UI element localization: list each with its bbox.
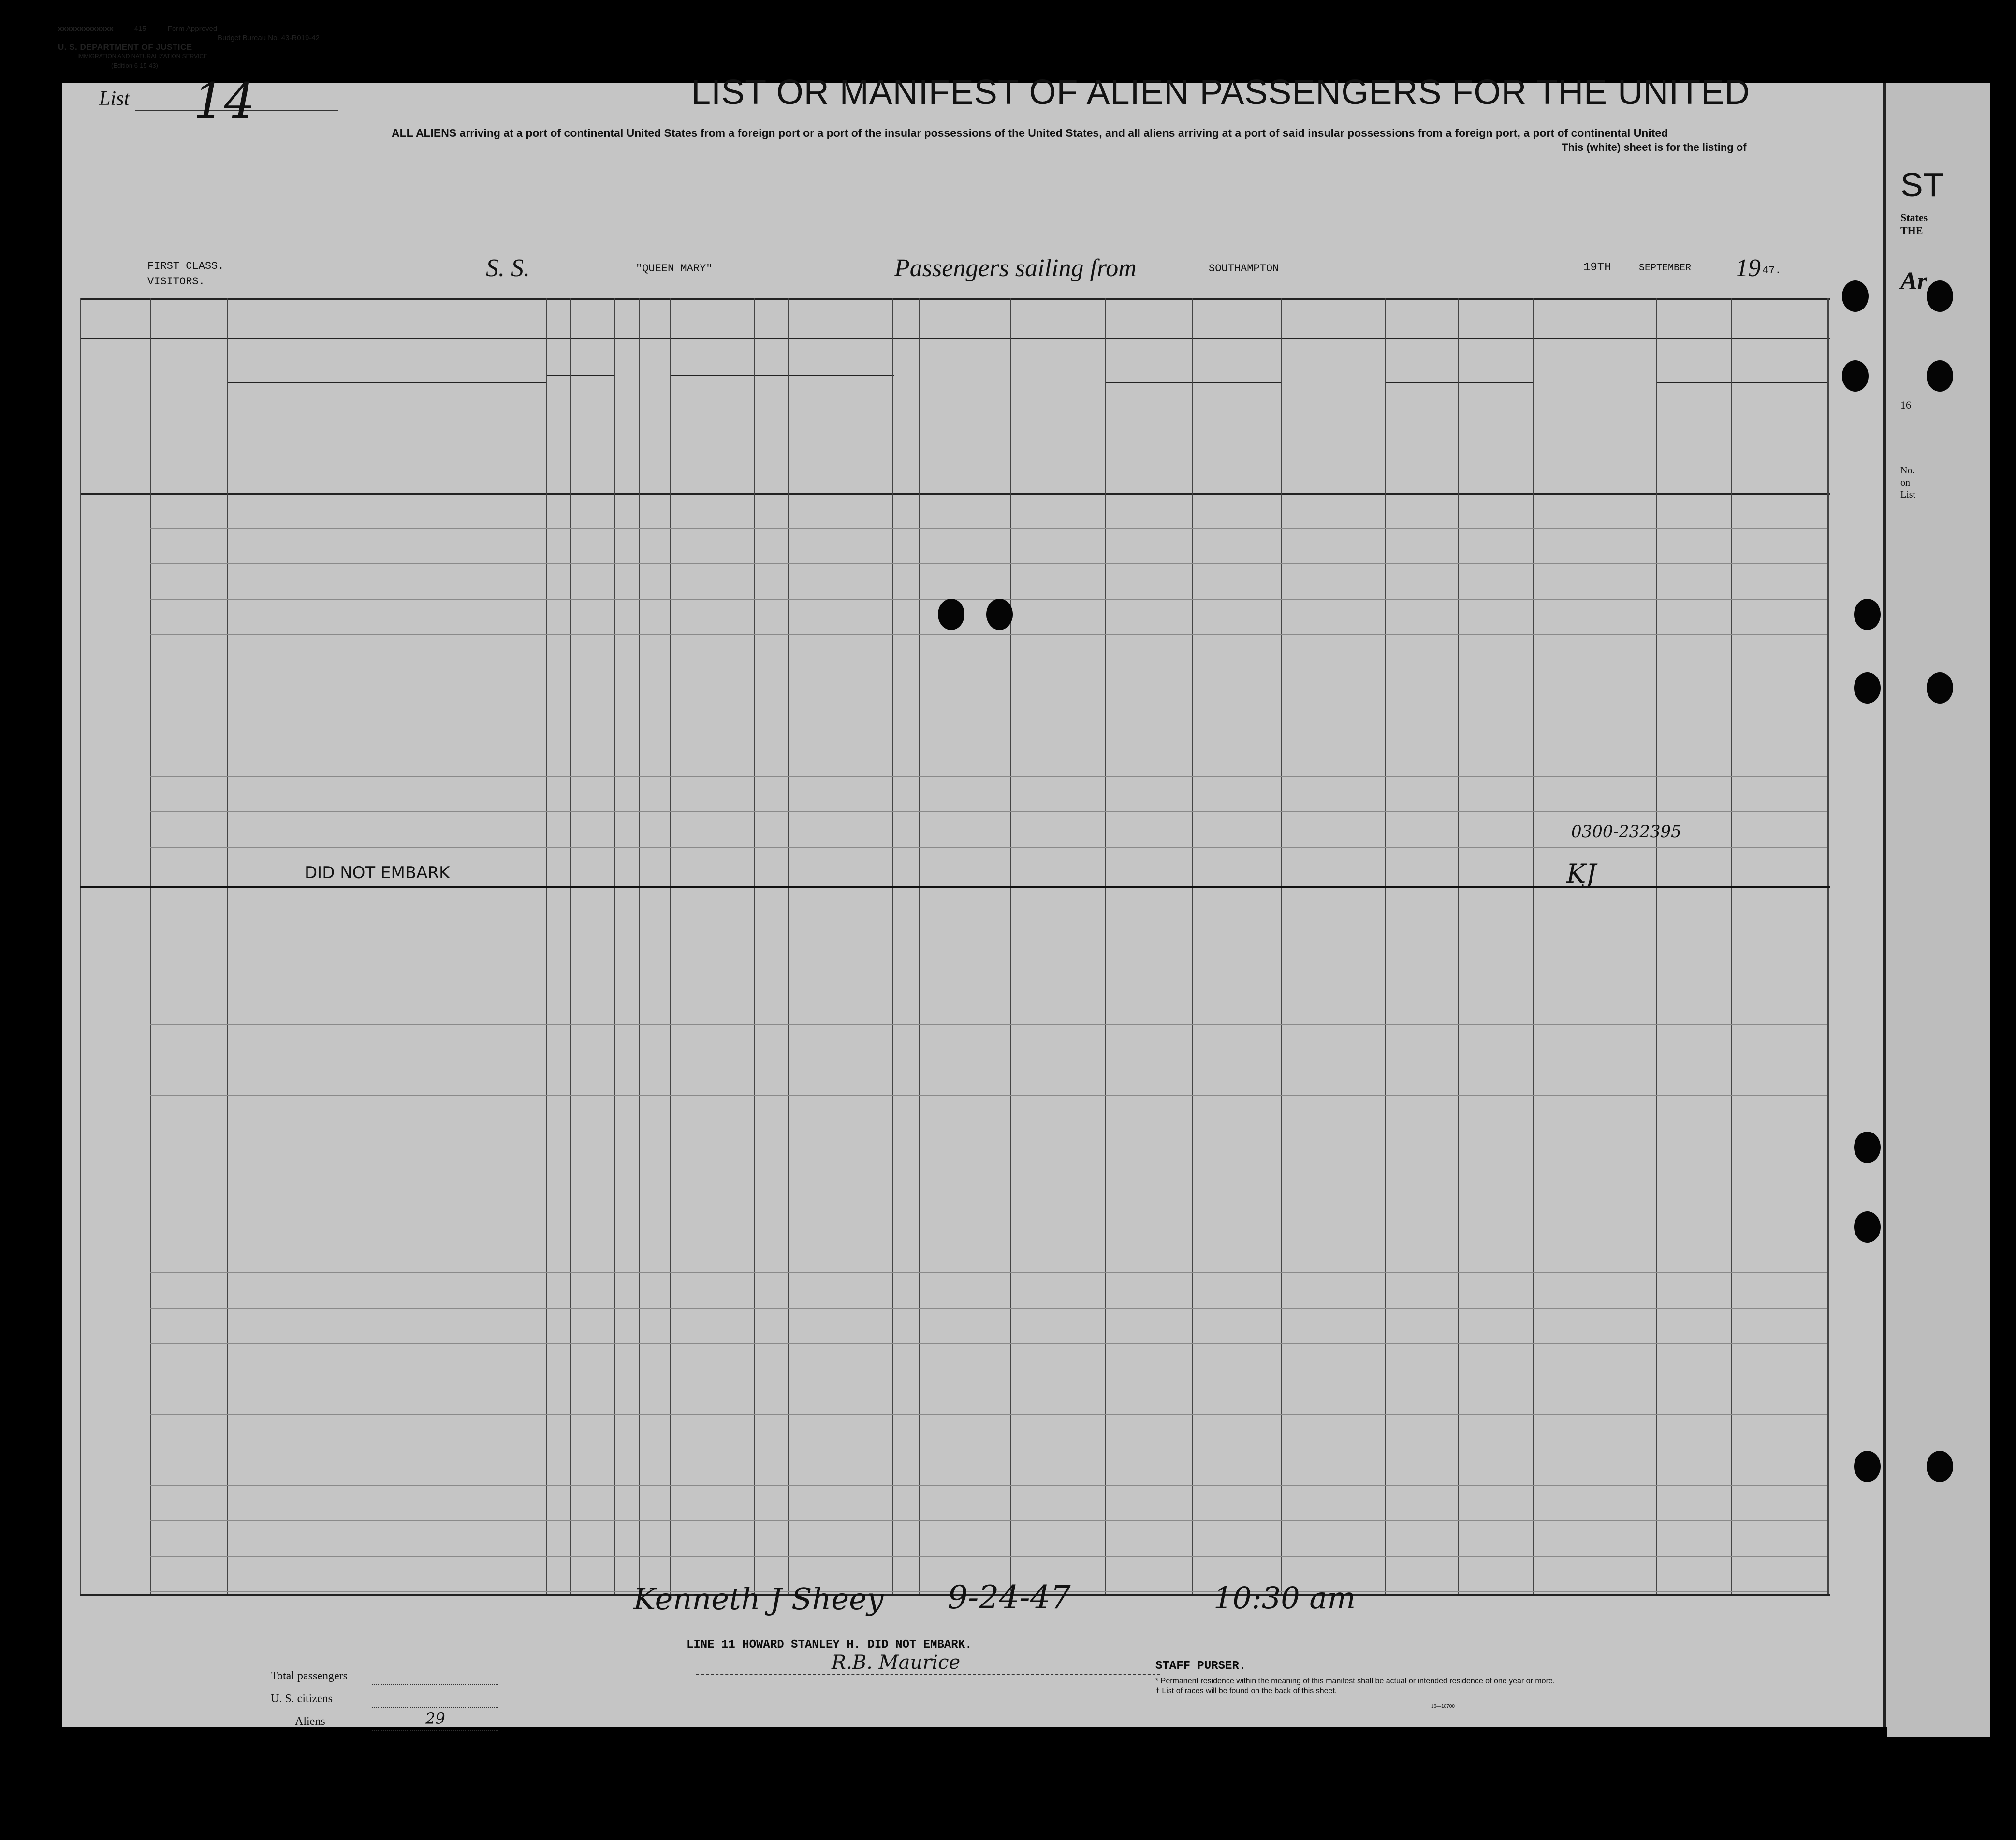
- us-citizens-label: U. S. citizens: [271, 1693, 333, 1705]
- total-passengers-label: Total passengers: [271, 1670, 348, 1682]
- grid-vline: [1533, 298, 1534, 1594]
- form-line1: xxxxxxxxxxxxx: [58, 25, 114, 33]
- punch-hole: [1842, 280, 1869, 312]
- year-prefix: 19: [1736, 254, 1761, 282]
- port-name: SOUTHAMPTON: [1209, 263, 1279, 275]
- staff-purser: STAFF PURSER.: [1155, 1660, 1246, 1673]
- row-rule: [150, 1485, 1827, 1486]
- row-rule: [150, 1556, 1827, 1557]
- form-header: [58, 24, 493, 70]
- adjacent-col-lbl3: List: [1900, 489, 1916, 500]
- aliens-count: 29: [425, 1709, 445, 1728]
- row-rule: [150, 634, 1827, 635]
- punch-hole: [1927, 1451, 1953, 1482]
- grid-vline: [754, 298, 755, 1594]
- punch-hole: [1854, 1211, 1881, 1243]
- age-subhead-line: [546, 375, 614, 376]
- purser-sign-line: [696, 1674, 1160, 1676]
- form-approved: Form Approved: [167, 25, 218, 33]
- row-rule: [150, 1520, 1827, 1521]
- punch-hole: [1927, 672, 1953, 704]
- date-month: SEPTEMBER: [1639, 263, 1692, 274]
- grid-vline: [570, 298, 571, 1594]
- form-number: I 415: [130, 25, 146, 33]
- issued-subhead-line: [1385, 382, 1533, 383]
- grid-vline: [227, 298, 228, 1594]
- row-rule: [150, 1414, 1827, 1415]
- grid-vline: [1192, 298, 1193, 1594]
- signature: Kenneth J Sheey: [633, 1581, 884, 1617]
- punch-hole: [1854, 599, 1881, 630]
- ship-name: "QUEEN MARY": [636, 263, 713, 275]
- grid-vline: [1281, 298, 1282, 1594]
- citizens-line: [372, 1707, 498, 1708]
- adjacent-col-lbl1: No.: [1900, 465, 1915, 476]
- row-rule: [150, 563, 1827, 564]
- name-subhead-line: [227, 382, 546, 383]
- birth-subhead-line: [1105, 382, 1281, 383]
- punch-hole: [1927, 360, 1953, 392]
- grid-vline: [1105, 298, 1106, 1594]
- grid-vline: [788, 298, 789, 1594]
- row-rule: [150, 1024, 1827, 1025]
- department: U. S. DEPARTMENT OF JUSTICE: [58, 43, 192, 52]
- grid-vline: [639, 298, 640, 1594]
- punch-hole: [1927, 280, 1953, 312]
- footnote-residence: * Permanent residence within the meaning of this manifest shall be actual or intended residence of one year or more.: [1155, 1677, 1555, 1685]
- row-rule: [150, 599, 1827, 600]
- manifest-sheet: [62, 83, 1887, 1727]
- ship-line: [0, 254, 1885, 293]
- date-day: 19TH: [1583, 261, 1611, 274]
- grid-vline: [150, 298, 151, 1594]
- row-rule: [150, 1343, 1827, 1344]
- adjacent-sub1: States: [1900, 211, 1928, 223]
- list-label: List: [99, 88, 130, 110]
- adjacent-ss: Ar: [1900, 267, 1927, 295]
- total-line: [372, 1684, 498, 1685]
- sailing-label: Passengers sailing from: [894, 254, 1137, 282]
- form-code: 16—18700: [1431, 1704, 1455, 1709]
- adjacent-sheet-strip: [1883, 83, 1990, 1737]
- class-line-1: FIRST CLASS.: [147, 260, 224, 272]
- grid-vline: [546, 298, 547, 1594]
- residence-subhead-line: [1656, 382, 1827, 383]
- footnote-races: † List of races will be found on the back of this sheet.: [1155, 1687, 1337, 1695]
- ss-label: S. S.: [486, 254, 530, 282]
- line11-footer-note: LINE 11 HOWARD STANLEY H. DID NOT EMBARK.: [687, 1638, 972, 1651]
- purser-signature: R.B. Maurice: [832, 1651, 961, 1674]
- grid-hline: [80, 298, 1830, 300]
- grid-vline: [614, 298, 615, 1594]
- row-rule: [150, 1308, 1827, 1309]
- aliens-label: Aliens: [295, 1715, 325, 1728]
- grid-vline: [919, 298, 920, 1594]
- row-rule: [150, 847, 1827, 848]
- grid-vline: [80, 298, 81, 1594]
- grid-vline: [1385, 298, 1386, 1594]
- punch-hole: [1842, 360, 1869, 392]
- edition: (Edition 6-15-43): [111, 62, 158, 69]
- adjacent-sub2: THE: [1900, 224, 1923, 236]
- subtitle-sheet-note: This (white) sheet is for the listing of: [1562, 141, 1747, 153]
- grid-vline: [1010, 298, 1011, 1594]
- grid-hline: [80, 338, 1830, 339]
- year-suffix: 47.: [1762, 265, 1782, 277]
- adjacent-col-lbl2: on: [1900, 477, 1910, 488]
- able-subhead-line: [670, 375, 894, 376]
- aliens-line: [372, 1730, 498, 1731]
- row-rule: [150, 776, 1827, 777]
- did-not-embark-note: DID NOT EMBARK: [305, 863, 450, 883]
- row-rule: [150, 1095, 1827, 1096]
- class-line-2: VISITORS.: [147, 276, 205, 288]
- row-rule: [150, 528, 1827, 529]
- punch-hole: [1854, 1451, 1881, 1482]
- signature-time: 10:30 am: [1213, 1580, 1356, 1616]
- adjacent-title: ST: [1900, 166, 1944, 204]
- page-title: LIST OR MANIFEST OF ALIEN PASSENGERS FOR THE UNITED: [691, 73, 1751, 112]
- punch-hole: [986, 599, 1013, 630]
- signature-date: 9-24-47: [948, 1579, 1071, 1616]
- grid-vline: [1656, 298, 1657, 1594]
- row-rule: [150, 811, 1827, 812]
- punch-hole: [1854, 672, 1881, 704]
- punch-hole: [938, 599, 964, 630]
- verification-initials: KJ: [1566, 858, 1596, 889]
- scan-border: [62, 1727, 1887, 1747]
- grid-vline: [892, 298, 893, 1594]
- subtitle: ALL ALIENS arriving at a port of continental United States from a foreign port or a port of the insular possessions of the United States, and all aliens arriving at a port of said insular possessions from a foreign port, a port of continental United: [392, 127, 1668, 139]
- adjacent-colnum: 16: [1900, 399, 1911, 411]
- verification-number: 0300-232395: [1571, 822, 1681, 841]
- grid-vline: [1731, 298, 1732, 1594]
- grid-vline: [1458, 298, 1459, 1594]
- service: IMMIGRATION AND NATURALIZATION SERVICE: [77, 53, 208, 59]
- budget-bureau: Budget Bureau No. 43-R019-42: [218, 34, 320, 42]
- grid-hline: [80, 494, 1830, 495]
- grid-vline: [670, 298, 671, 1594]
- grid-vline: [1827, 298, 1829, 1594]
- row-rule: [150, 1272, 1827, 1273]
- punch-hole: [1854, 1132, 1881, 1163]
- list-number: 14: [193, 73, 255, 129]
